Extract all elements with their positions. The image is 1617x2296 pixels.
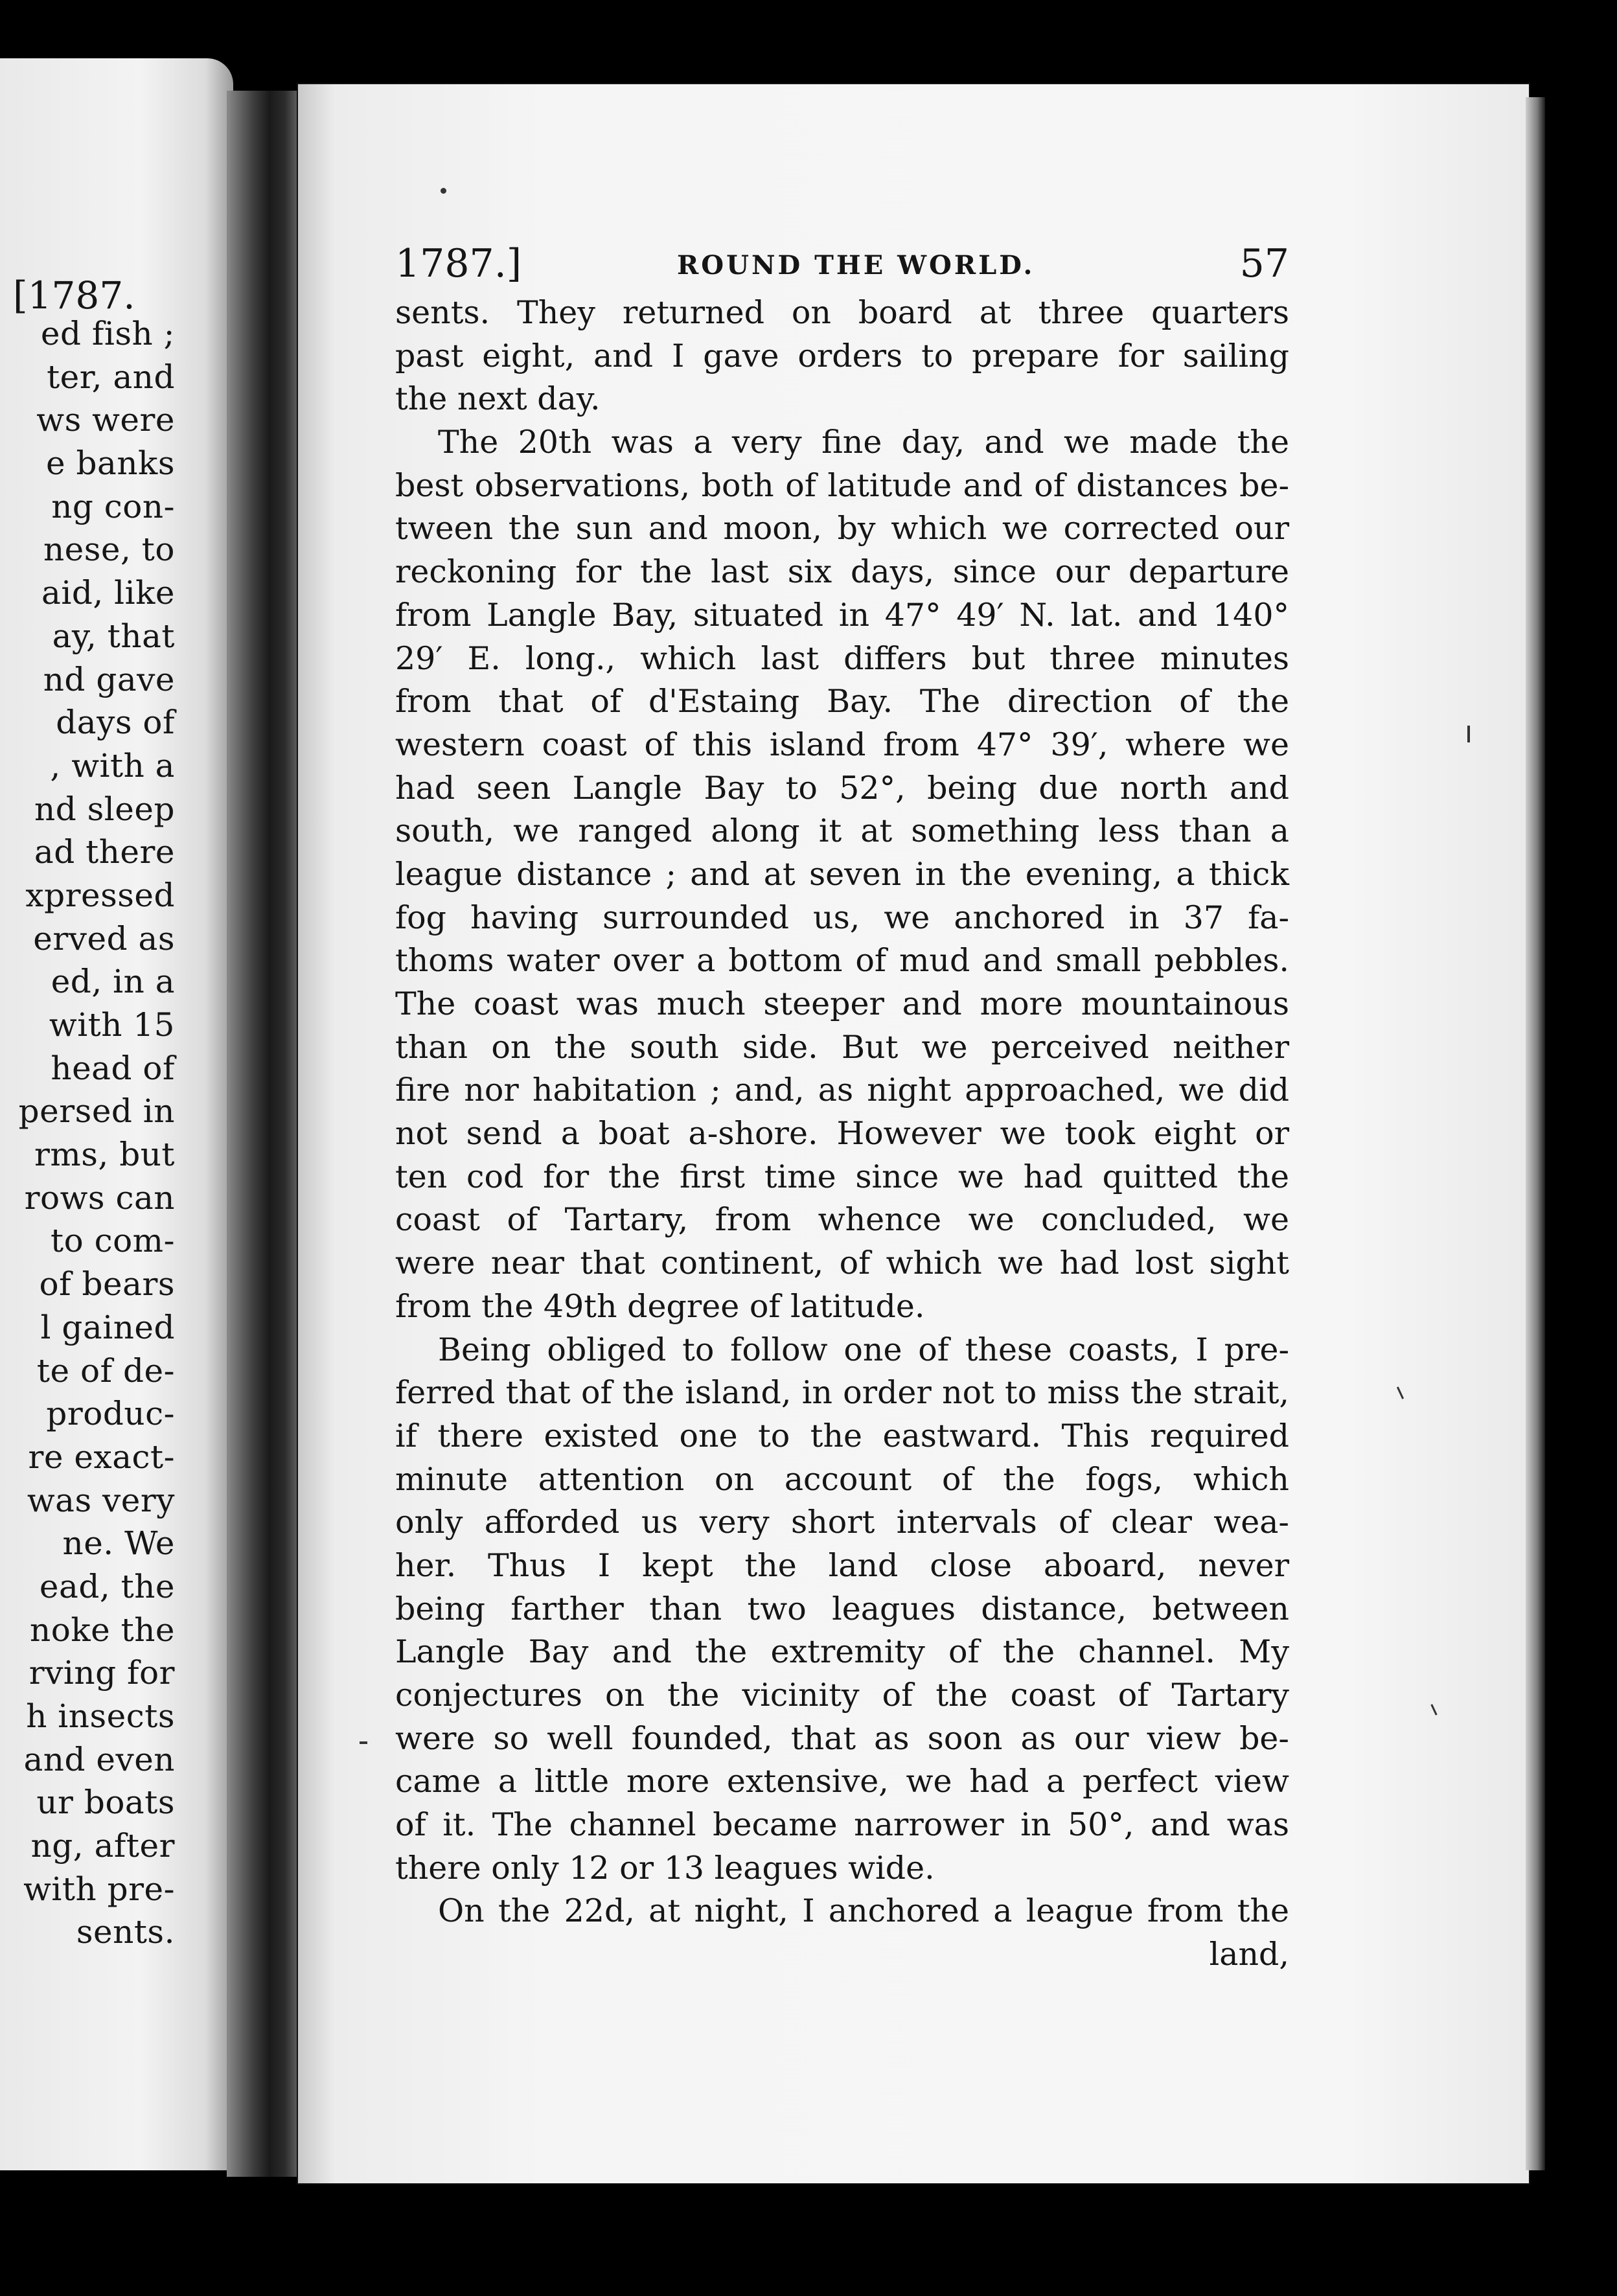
text-line: ed fish ; (40, 315, 175, 352)
text-line: Being obliged to follow one of these coasts, I pre- (438, 1331, 1289, 1368)
text-line: coast of Tartary, from whence we concluded, we (395, 1201, 1289, 1239)
text-line: e banks (46, 444, 175, 483)
ink-speck (441, 188, 446, 194)
text-line: best observations, both of latitude and of distances be- (395, 466, 1289, 504)
text-line: had seen Langle Bay to 52°, being due north and (395, 769, 1289, 807)
text-line: was very (27, 1481, 175, 1519)
previous-page-text (0, 227, 175, 1954)
page-body-text (395, 292, 1289, 1977)
text-line: if there existed one to the eastward. This required (395, 1417, 1289, 1454)
text-line: ng con- (51, 487, 175, 525)
catchword: land, (1209, 1936, 1289, 1973)
text-line: ed, in a (51, 963, 175, 1001)
text-line: rows can (24, 1178, 175, 1217)
text-line: nese, to (43, 531, 175, 569)
text-line: came a little more extensive, we had a perfect view (395, 1763, 1289, 1800)
text-line: ne. We (62, 1524, 175, 1563)
text-line: with pre- (23, 1870, 175, 1908)
text-line: noke the (30, 1611, 175, 1649)
text-line: 29′ E. long., which last differs but three minutes (395, 639, 1289, 677)
text-line: not send a boat a-shore. However we took eight or (395, 1115, 1289, 1153)
book-gutter-shadow (227, 91, 304, 2177)
text-line: re exact- (28, 1438, 175, 1476)
text-line: xpressed (25, 876, 175, 914)
text-line: ng, after (30, 1827, 175, 1865)
text-line: rving for (29, 1654, 175, 1692)
text-line: head of (51, 1049, 175, 1087)
text-line: days of (56, 704, 175, 742)
page-edge (1526, 97, 1545, 2170)
text-line: of it. The channel became narrower in 50°, and was (395, 1806, 1289, 1844)
text-line: l gained (40, 1308, 175, 1346)
text-line: sents. They returned on board at three quarters (395, 294, 1289, 331)
text-line: ferred that of the island, in order not to miss the strait, (395, 1374, 1289, 1412)
text-line: to com- (50, 1222, 175, 1260)
running-title: ROUND THE WORLD. (677, 250, 1035, 281)
text-line: The 20th was a very fine day, and we made the (438, 424, 1289, 461)
text-line: The coast was much steeper and more mountainous (395, 985, 1289, 1022)
text-line: ws were (36, 401, 175, 439)
ink-speck (360, 1741, 367, 1744)
text-line: south, we ranged along it at something less than a (395, 812, 1289, 850)
text-line: aid, like (41, 574, 175, 612)
text-line: rms, but (34, 1136, 175, 1174)
text-line: minute attention on account of the fogs, which (395, 1460, 1289, 1498)
text-line: ter, and (47, 358, 175, 396)
text-line: produc- (46, 1395, 175, 1433)
text-line: her. Thus I kept the land close aboard, never (395, 1546, 1289, 1584)
text-line: ay, that (52, 617, 175, 655)
text-line: h insects (26, 1697, 175, 1735)
header-year: 1787.] (395, 241, 522, 286)
text-line: than on the south side. But we perceived neither (395, 1028, 1289, 1066)
text-line: ten cod for the first time since we had quitted the (395, 1158, 1289, 1195)
text-line: tween the sun and moon, by which we corrected our (395, 510, 1289, 547)
text-line: conjectures on the vicinity of the coast of Tartary (395, 1677, 1289, 1714)
running-header (395, 241, 1289, 293)
page-number: 57 (1239, 241, 1289, 286)
text-line: erved as (33, 919, 175, 958)
text-line: past eight, and I gave orders to prepare for sailing (395, 337, 1289, 374)
text-line: the next day. (395, 380, 601, 418)
text-line: of bears (39, 1265, 175, 1303)
text-line: were so well founded, that as soon as our view be- (395, 1719, 1289, 1757)
text-line: league distance ; and at seven in the evening, a thick (395, 855, 1289, 893)
text-line: ead, the (39, 1567, 175, 1605)
text-line: reckoning for the last six days, since our departure (395, 553, 1289, 591)
text-line: Langle Bay and the extremity of the channel. My (395, 1633, 1289, 1671)
text-line: only afforded us very short intervals of clear wea- (395, 1504, 1289, 1541)
text-line: from that of d'Estaing Bay. The direction of the (395, 683, 1289, 720)
text-line: , with a (50, 746, 175, 785)
text-line: from the 49th degree of latitude. (395, 1287, 925, 1325)
text-line: western coast of this island from 47° 39′, where we (395, 726, 1289, 763)
text-line: ad there (34, 833, 175, 871)
text-line: from Langle Bay, situated in 47° 49′ N. lat. and 140° (395, 596, 1289, 634)
text-line: nd sleep (34, 790, 175, 828)
text-line: On the 22d, at night, I anchored a league from the (438, 1892, 1289, 1930)
text-line: ur boats (36, 1784, 175, 1822)
text-line: being farther than two leagues distance, between (395, 1590, 1289, 1627)
previous-page (0, 58, 233, 2170)
ink-speck (1467, 726, 1470, 742)
previous-page-header: [1787. (13, 273, 135, 317)
text-line: persed in (18, 1092, 175, 1131)
text-line: there only 12 or 13 leagues wide. (395, 1849, 935, 1887)
text-line: with 15 (49, 1006, 175, 1044)
text-line: and even (23, 1740, 175, 1778)
text-line: te of de- (36, 1351, 175, 1390)
text-line: thoms water over a bottom of mud and small pebbles. (395, 942, 1289, 980)
text-line: fog having surrounded us, we anchored in 37 fa- (395, 899, 1289, 936)
text-line: sents. (76, 1913, 175, 1951)
text-line: nd gave (43, 660, 175, 698)
text-line: fire nor habitation ; and, as night approached, we did (395, 1072, 1289, 1109)
text-line: were near that continent, of which we had lost sight (395, 1245, 1289, 1282)
